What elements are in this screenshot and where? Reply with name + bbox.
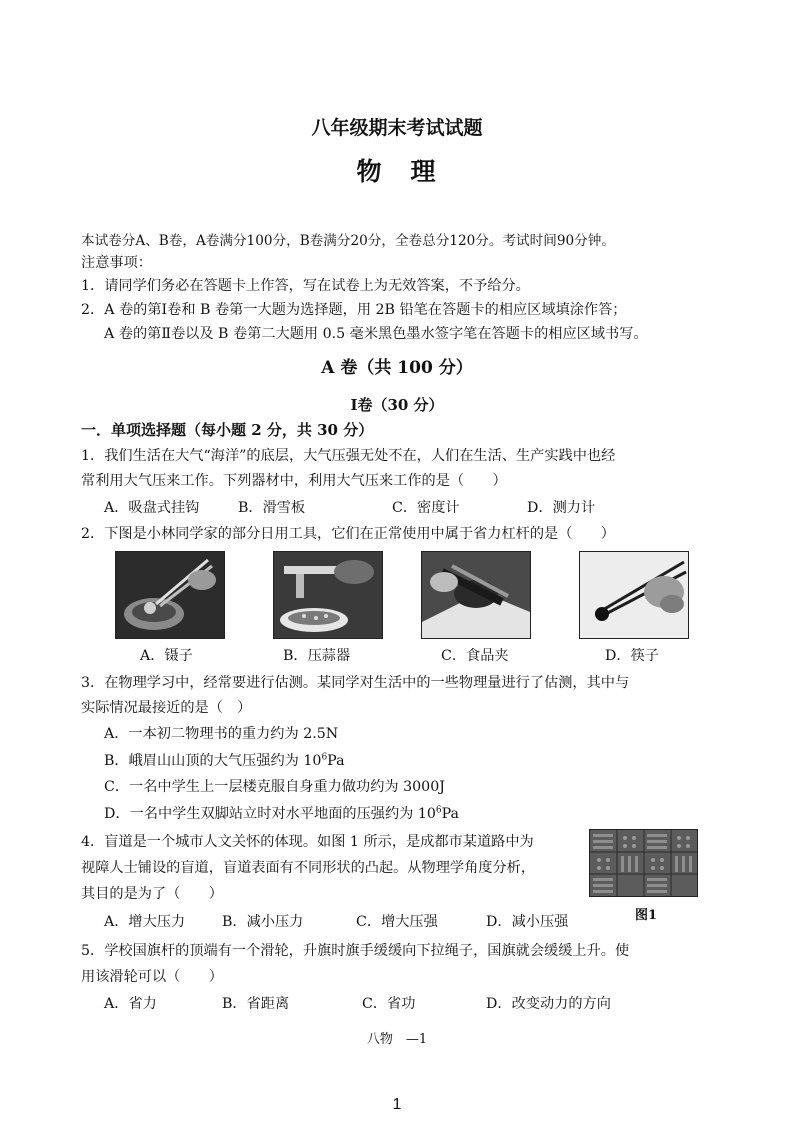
q4-option-a: A．增大压力: [104, 914, 186, 930]
q1-line-2: 常利用大气压来工作。下列器材中，利用大气压来工作的是（ ）: [81, 473, 507, 489]
q2-option-c: C．食品夹: [441, 648, 509, 664]
garlic-press-photo: [273, 551, 383, 639]
section-a-heading: A 卷（共 100 分）: [321, 358, 473, 378]
q3-line-1: 3．在物理学习中，经常要进行估测。某同学对生活中的一些物理量进行了估测，其中与: [81, 675, 630, 691]
question-type-heading: 一．单项选择题（每小题 2 分，共 30 分）: [81, 421, 374, 439]
notice-item-1: 1．请同学们务必在答题卡上作答，写在试卷上为无效答案，不予给分。: [81, 278, 530, 294]
q4-line-1: 4．盲道是一个城市人文关怀的体现。如图 1 所示，是成都市某道路中为: [81, 834, 534, 850]
part-1-heading: Ⅰ卷（30 分）: [350, 396, 444, 414]
notice-heading: 注意事项：: [81, 255, 152, 271]
q1-option-c: C．密度计: [392, 500, 460, 516]
q3-option-d: D．一名中学生双脚站立时对水平地面的压强约为 $10^6Pa$: [104, 805, 459, 822]
q5-option-c: C．省功: [362, 996, 416, 1012]
notice-item-2-continued: A 卷的第Ⅱ卷以及 B 卷第二大题用 0.5 毫米黑色墨水签字笔在答题卡的相应区域书写。: [104, 326, 648, 342]
tactile-paving-figure: [589, 829, 698, 897]
q4-option-b: B．减小压力: [222, 914, 304, 930]
q4-line-3: 其目的是为了（ ）: [81, 886, 223, 902]
q4-line-2: 视障人士铺设的盲道，盲道表面有不同形状的凸起。从物理学角度分析，: [81, 860, 536, 876]
q5-option-b: B．省距离: [222, 996, 290, 1012]
q1-line-1: 1．我们生活在大气“海洋”的底层，大气压强无处不在，人们在生活、生产实践中也经: [81, 448, 616, 464]
q4-option-c: C．增大压强: [356, 914, 438, 930]
q5-option-d: D．改变动力的方向: [486, 996, 611, 1012]
q1-option-a: A．吸盘式挂钩: [104, 500, 200, 516]
chopsticks-photo: [579, 551, 689, 639]
figure-1-label: 图1: [635, 908, 658, 923]
tweezers-photo: [115, 551, 225, 639]
intro-line: 本试卷分A、B卷，A卷满分100分，B卷满分20分，全卷总分120分。考试时间90分钟。: [81, 233, 615, 249]
q2-option-d: D．筷子: [605, 648, 659, 664]
food-tongs-photo: [421, 551, 531, 639]
q2-line-1: 2．下图是小林同学家的部分日用工具，它们在正常使用中属于省力杠杆的是（ ）: [81, 526, 615, 542]
q2-option-a: A．镊子: [140, 648, 193, 664]
notice-item-2: 2．A 卷的第Ⅰ卷和 B 卷第一大题为选择题，用 2B 铅笔在答题卡的相应区域填涂作答；: [81, 302, 627, 318]
q3-option-b: B．峨眉山山顶的大气压强约为 $10^6Pa$: [104, 752, 345, 769]
page-code: 八物 —1: [366, 1032, 428, 1047]
q4-option-d: D．减小压强: [486, 914, 569, 930]
q1-option-b: B．滑雪板: [238, 500, 306, 516]
q2-option-b: B．压蒜器: [283, 648, 351, 664]
q3-line-2: 实际情况最接近的是（ ）: [81, 700, 252, 716]
q1-option-d: D．测力计: [527, 500, 596, 516]
q3-option-a: A．一本初二物理书的重力约为 2.5N: [104, 726, 339, 742]
q5-line-1: 5．学校国旗杆的顶端有一个滑轮，升旗时旗手缓缓向下拉绳子，国旗就会缓缓上升。使: [81, 943, 630, 959]
q5-line-2: 用该滑轮可以（ ）: [81, 969, 223, 985]
subject-title: 物 理: [356, 157, 438, 186]
q3-option-c: C．一名中学生上一层楼克服自身重力做功约为 3000J: [104, 779, 445, 795]
exam-title: 八年级期末考试试题: [311, 117, 483, 139]
page-number: 1: [392, 1096, 402, 1113]
q5-option-a: A．省力: [104, 996, 157, 1012]
